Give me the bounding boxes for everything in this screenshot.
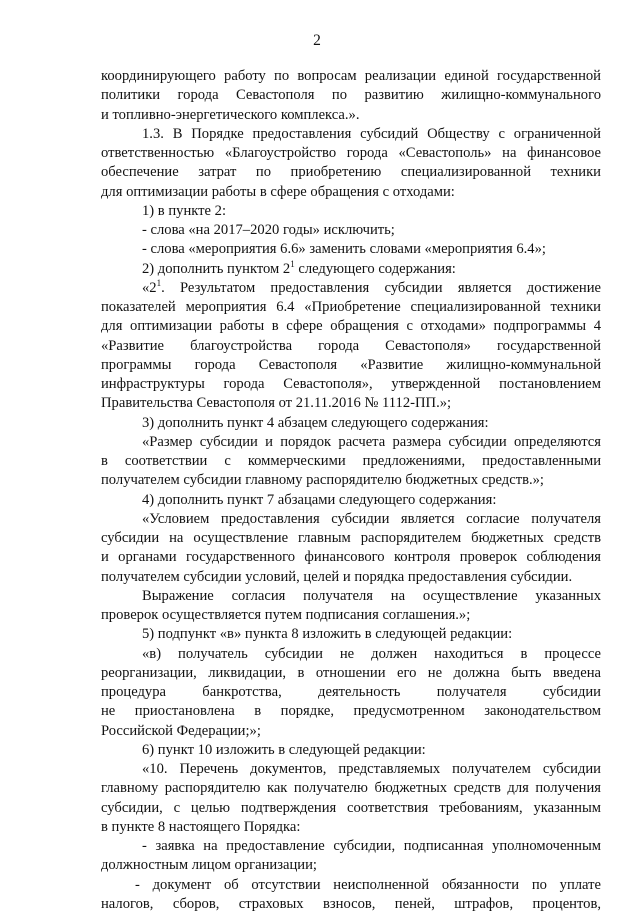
text-line: 4) дополнить пункт 7 абзацами следующего содержания: — [142, 491, 497, 508]
text-line: «Размер субсидии и порядок расчета размера субсидии определяются — [142, 433, 601, 450]
text-line: - слова «на 2017–2020 годы» исключить; — [142, 222, 395, 238]
text-line-with-superscript — [101, 279, 601, 298]
text-segment: 2) дополнить пунктом 2 — [142, 260, 291, 277]
text-line: субсидии, с целью подтверждения соответствия требованиям, указанным — [101, 799, 601, 816]
text-line: «в) получатель субсидии не должен находиться в процессе — [142, 645, 601, 662]
text-line: 1) в пункте 2: — [142, 202, 227, 219]
text-line: проверок осуществляется путем подписания соглашения.»; — [101, 607, 471, 623]
text-line: Правительства Севастополя от 21.11.2016 № 1112-ПП.»; — [101, 395, 452, 412]
text-line: главному распорядителю как получателю бюджетных средств для получения — [101, 780, 601, 797]
text-line: «10. Перечень документов, представляемых получателем субсидии — [142, 761, 601, 777]
text-line-with-superscript — [101, 260, 601, 279]
text-line: Выражение согласия получателя на осуществление указанных — [142, 587, 601, 604]
text-line: для оптимизации работы в сфере обращения с отходами: — [101, 183, 455, 200]
text-line: для оптимизации работы в сфере обращения с отходами» подпрограммы 4 — [101, 318, 601, 335]
text-segment: следующего содержания: — [294, 260, 456, 277]
superscript: 1 — [290, 258, 295, 269]
text-line: - заявка на предоставление субсидии, подписанная уполномоченным — [142, 838, 601, 854]
text-line: реорганизации, ликвидации, в отношении его не должна быть введена — [101, 664, 601, 681]
text-line: «Развитие благоустройства города Севастополя» государственной — [101, 337, 601, 354]
document-body — [101, 67, 601, 914]
text-line: 1.3. В Порядке предоставления субсидий Обществу с ограниченной — [142, 125, 601, 142]
text-segment: . Результатом предоставления субсидии является достижение — [161, 279, 601, 296]
text-line: 6) пункт 10 изложить в следующей редакции: — [142, 741, 426, 758]
text-line: в пункте 8 настоящего Порядка: — [101, 818, 301, 835]
text-line: - слова «мероприятия 6.6» заменить словами «мероприятия 6.4»; — [142, 241, 546, 258]
text-line: программы города Севастополя «Развитие жилищно-коммунальной — [101, 356, 601, 373]
text-line: 3) дополнить пункт 4 абзацем следующего содержания: — [142, 414, 489, 431]
text-line: и топливно-энергетического комплекса.». — [101, 106, 360, 123]
text-line: процедура банкротства, деятельность получателя субсидии — [101, 684, 601, 700]
text-line: показателей мероприятия 6.4 «Приобретение специализированной техники — [101, 299, 601, 315]
text-line: получателем субсидии главному распорядителю бюджетных средств.»; — [101, 472, 544, 489]
text-line: инфраструктуры города Севастополя», утвержденной постановлением — [101, 376, 601, 392]
superscript: 1 — [156, 277, 162, 288]
text-line: Российской Федерации;»; — [101, 722, 261, 739]
text-segment: «2 — [142, 279, 157, 296]
text-line: 5) подпункт «в» пункта 8 изложить в следующей редакции: — [142, 626, 513, 643]
text-line: и органами государственного финансового контроля проверок соблюдения — [101, 549, 601, 566]
text-line: обеспечение затрат по приобретению специализированной техники — [101, 164, 601, 181]
text-line: ответственностью «Благоустройство города «Севастополь» на финансовое — [101, 145, 601, 161]
text-line: налогов, сборов, страховых взносов, пеней, штрафов, процентов, — [101, 895, 601, 912]
text-line: в соответствии с коммерческими предложениями, предоставленными — [101, 453, 601, 469]
text-line: не приостановлена в порядке, предусмотренном законодательством — [101, 703, 601, 720]
text-line: координирующего работу по вопросам реализации единой государственной — [101, 68, 601, 84]
text-line: должностным лицом организации; — [101, 857, 317, 874]
text-line: субсидии на осуществление главным распорядителем бюджетных средств — [101, 530, 601, 546]
text-line: получателем субсидии условий, целей и порядка предоставления субсидии. — [101, 568, 573, 585]
text-line: - документ об отсутствии неисполненной обязанности по уплате — [135, 876, 601, 893]
text-line: «Условием предоставления субсидии является согласие получателя — [142, 510, 601, 527]
text-line: политики города Севастополя по развитию жилищно-коммунального — [101, 87, 601, 104]
page-number: 2 — [313, 32, 321, 49]
